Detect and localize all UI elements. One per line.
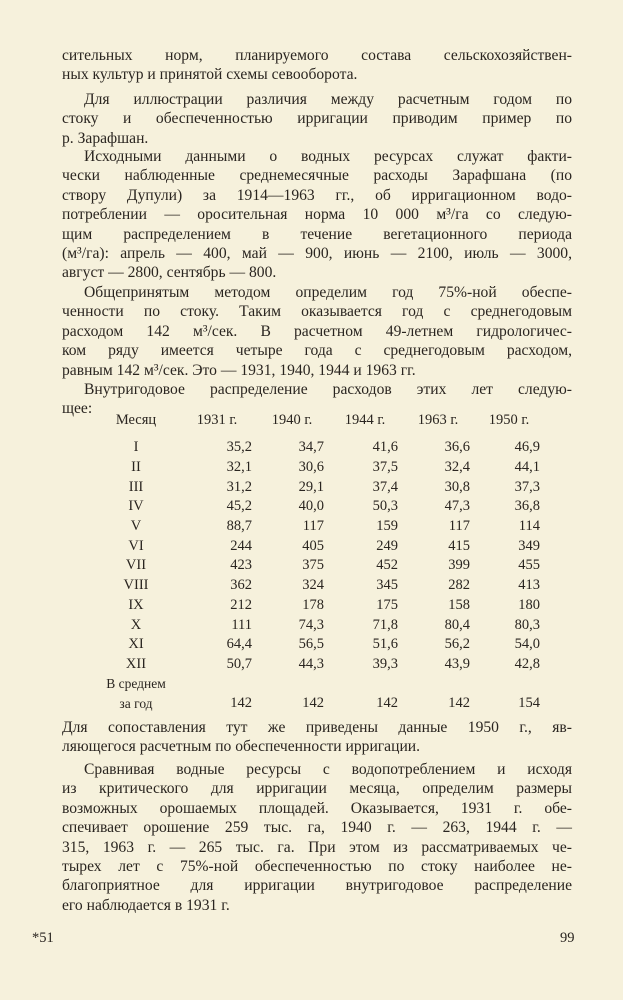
table-cell: 80,4 — [444, 616, 470, 633]
table-cell: 154 — [518, 695, 540, 712]
table-row — [90, 458, 546, 478]
paragraph-3 — [62, 147, 572, 283]
table-cell: 142 — [376, 695, 398, 712]
paragraph-4 — [62, 283, 572, 380]
paragraph-6 — [62, 718, 572, 757]
table-cell: 41,6 — [372, 439, 398, 456]
table-cell: 56,5 — [298, 636, 324, 653]
text-line: щее: — [62, 400, 93, 418]
text-line: Для иллюстрации различия между расчетным годом по — [84, 91, 572, 108]
month-cell: XI — [128, 636, 144, 653]
table-cell: 44,1 — [514, 459, 540, 476]
table-cell: 362 — [230, 577, 252, 594]
table-row — [90, 517, 546, 537]
text-line: 315, 1963 г. — 265 тыс. га. При этом из рассматриваемых че- — [62, 838, 572, 856]
table-cell: 47,3 — [444, 498, 470, 515]
month-cell: VII — [125, 557, 147, 574]
table-cell: 40,0 — [298, 498, 324, 515]
table-body — [90, 438, 546, 674]
table-cell: 452 — [376, 557, 398, 574]
month-cell: IV — [128, 498, 144, 515]
text-line: спечивает орошение 259 тыс. га, 1940 г. — 263, 1944 г. — — [62, 819, 572, 837]
text-line: возможных орошаемых площадей. Оказывается, 1931 г. обе- — [62, 799, 572, 817]
table-cell: 415 — [448, 537, 470, 554]
month-cell: VI — [128, 537, 144, 554]
text-line: чески наблюденные среднемесячные расходы Зарафшана (по — [62, 167, 572, 185]
table-cell: 111 — [231, 616, 252, 633]
table-cell: 71,8 — [372, 616, 398, 633]
table-cell: 349 — [518, 537, 540, 554]
text-line: потреблении — оросительная норма 10 000 м³/га со следую- — [62, 206, 572, 224]
paragraph-7 — [62, 760, 572, 915]
table-cell: 50,3 — [372, 498, 398, 515]
table-row — [90, 655, 546, 675]
table-cell: 405 — [302, 537, 324, 554]
table-cell: 375 — [302, 557, 324, 574]
table-cell: 51,6 — [372, 636, 398, 653]
table-cell: 64,4 — [226, 636, 252, 653]
text-line: Общепринятым методом определим год 75%-ной обеспе- — [84, 284, 572, 301]
page-number: 99 — [560, 930, 575, 946]
text-line: Внутригодовое распределение расходов этих лет следую- — [84, 381, 572, 398]
table-cell: 36,6 — [444, 439, 470, 456]
table-cell: 54,0 — [514, 636, 540, 653]
table-row — [90, 536, 546, 556]
average-label: за год — [119, 695, 153, 711]
month-cell: V — [130, 518, 142, 535]
table-cell: 30,6 — [298, 459, 324, 476]
printer-signature: *51 — [32, 930, 54, 946]
text-line: ляющегося расчетным по обеспеченности ирригации. — [62, 738, 421, 756]
table-cell: 159 — [376, 518, 398, 535]
table-cell: 36,8 — [514, 498, 540, 515]
table-cell: 45,2 — [226, 498, 252, 515]
table-cell: 37,3 — [514, 478, 540, 495]
table-cell: 32,1 — [226, 459, 252, 476]
column-header: Месяц — [115, 412, 157, 428]
table-cell: 30,8 — [444, 478, 470, 495]
month-cell: VIII — [123, 577, 149, 594]
table-cell: 80,3 — [514, 616, 540, 633]
text-line: створу Дупули) за 1914—1963 гг., об ирригационном водо- — [62, 186, 572, 204]
text-line: Сравнивая водные ресурсы с водопотреблением и исходя — [84, 761, 572, 778]
text-line: р. Зарафшан. — [62, 129, 149, 147]
table-cell: 34,7 — [298, 439, 324, 456]
text-line: Для сопоставления тут же приведены данные 1950 г., яв- — [62, 719, 572, 736]
month-cell: II — [131, 459, 141, 476]
text-line: (м³/га): апрель — 400, май — 900, июнь — 2100, июль — 3000, — [62, 245, 572, 263]
column-header: 1944 г. — [344, 412, 386, 428]
table-cell: 413 — [518, 577, 540, 594]
table-cell: 114 — [518, 518, 540, 535]
column-header: 1931 г. — [196, 412, 238, 428]
table-cell: 29,1 — [298, 478, 324, 495]
text-line: стоку и обеспеченностью ирригации приводим пример по — [62, 110, 572, 128]
table-cell: 35,2 — [226, 439, 252, 456]
month-cell: I — [133, 439, 139, 456]
table-cell: 117 — [448, 518, 470, 535]
text-line: август — 2800, сентябрь — 800. — [62, 264, 277, 282]
table-cell: 74,3 — [298, 616, 324, 633]
month-cell: XII — [125, 655, 147, 672]
table-cell: 455 — [518, 557, 540, 574]
text-line: тырех лет с 75%-ной обеспеченностью по стоку наиболее не- — [62, 858, 572, 876]
text-line: сительных норм, планируемого состава сельскохозяйствен- — [62, 47, 572, 64]
table-row — [90, 497, 546, 517]
month-cell: IX — [128, 596, 144, 613]
table-cell: 50,7 — [226, 655, 252, 672]
paragraph-1 — [62, 46, 572, 85]
table-row — [90, 438, 546, 458]
table-cell: 249 — [376, 537, 398, 554]
table-cell: 32,4 — [444, 459, 470, 476]
table-row — [90, 556, 546, 576]
month-cell: X — [130, 616, 142, 633]
text-line: благоприятное для ирригации внутригодовое распределение — [62, 877, 572, 895]
table-cell: 46,9 — [514, 439, 540, 456]
table-row — [90, 596, 546, 616]
table-cell: 88,7 — [226, 518, 252, 535]
table-cell: 142 — [230, 695, 252, 712]
table-cell: 43,9 — [444, 655, 470, 672]
table-cell: 282 — [448, 577, 470, 594]
table-cell: 31,2 — [226, 478, 252, 495]
table-cell: 42,8 — [514, 655, 540, 672]
paragraph-2 — [62, 90, 572, 148]
table-cell: 37,5 — [372, 459, 398, 476]
text-line: равным 142 м³/сек. Это — 1931, 1940, 1944 и 1963 гг. — [62, 361, 416, 379]
text-line: щим распределением в течение вегетационного периода — [62, 225, 572, 243]
table-avg-label-row — [90, 674, 546, 694]
table-cell: 142 — [448, 695, 470, 712]
column-header: 1950 г. — [488, 412, 530, 428]
month-cell: III — [128, 478, 144, 495]
column-header: 1940 г. — [271, 412, 313, 428]
text-line: из критического для ирригации месяца, определим размеры — [62, 780, 572, 798]
flow-distribution-table — [90, 412, 546, 714]
table-cell: 158 — [448, 596, 470, 613]
text-line: Исходными данными о водных ресурсах служат факти- — [84, 148, 572, 165]
table-cell: 142 — [302, 695, 324, 712]
table-cell: 180 — [518, 596, 540, 613]
table-cell: 399 — [448, 557, 470, 574]
table-cell: 117 — [302, 518, 324, 535]
table-row — [90, 615, 546, 635]
text-line: ных культур и принятой схемы севооборота. — [62, 66, 358, 84]
table-cell: 37,4 — [372, 478, 398, 495]
table-cell: 212 — [230, 596, 252, 613]
column-header: 1963 г. — [417, 412, 459, 428]
table-row — [90, 477, 546, 497]
table-cell: 178 — [302, 596, 324, 613]
table-cell: 324 — [302, 577, 324, 594]
text-line: ком ряду имеется четыре года с среднегодовым расходом, — [62, 342, 572, 360]
table-cell: 175 — [376, 596, 398, 613]
average-label: В среднем — [106, 676, 166, 692]
table-cell: 244 — [230, 537, 252, 554]
table-header-row — [90, 412, 546, 438]
table-avg-row — [90, 694, 546, 714]
table-cell: 345 — [376, 577, 398, 594]
table-cell: 56,2 — [444, 636, 470, 653]
text-line: расходом 142 м³/сек. В расчетном 49-летнем гидрологичес- — [62, 322, 572, 340]
table-cell: 39,3 — [372, 655, 398, 672]
table-cell: 44,3 — [298, 655, 324, 672]
text-line: его наблюдается в 1931 г. — [62, 896, 230, 914]
table-row — [90, 635, 546, 655]
table-row — [90, 576, 546, 596]
table-cell: 423 — [230, 557, 252, 574]
text-line: ченности по стоку. Таким оказывается год с среднегодовым — [62, 303, 572, 321]
